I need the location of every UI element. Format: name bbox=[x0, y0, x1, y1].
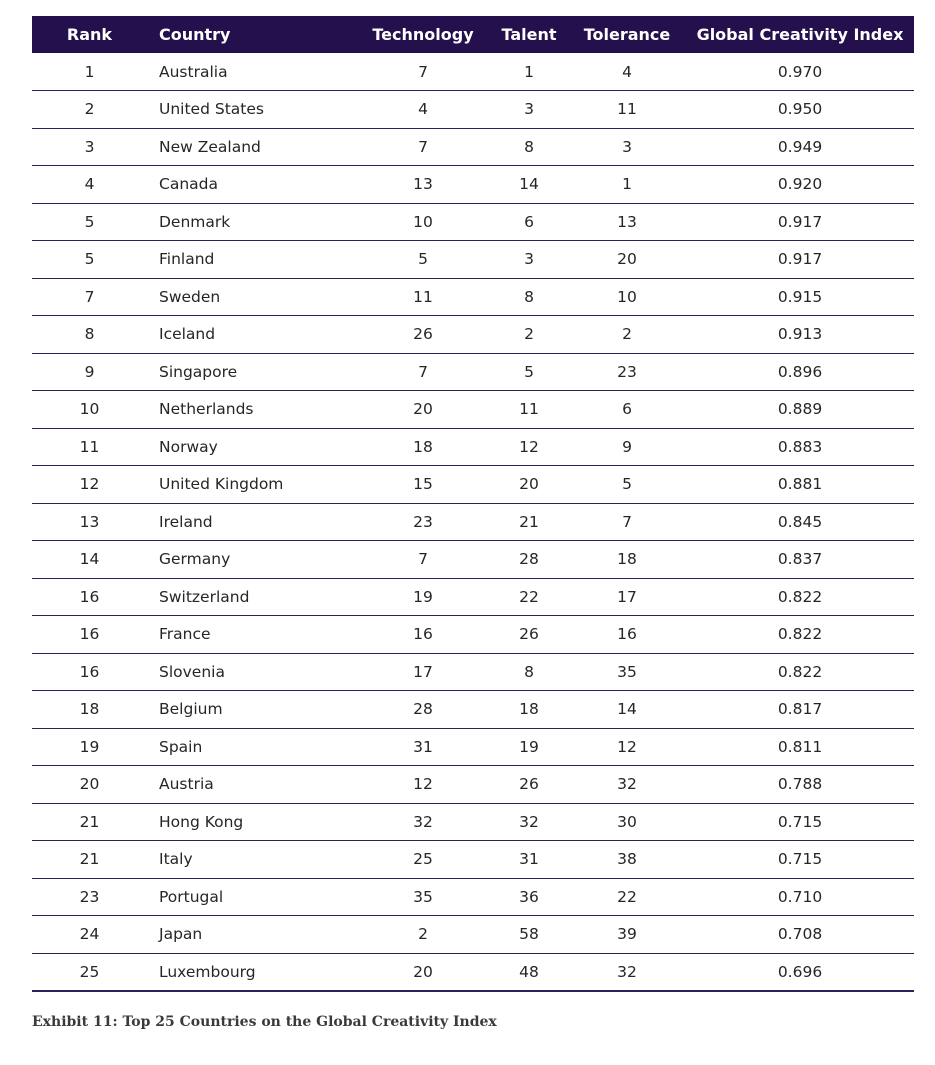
cell-tolerance: 12 bbox=[568, 728, 686, 766]
cell-country: Singapore bbox=[147, 353, 356, 391]
cell-tolerance: 14 bbox=[568, 691, 686, 729]
cell-talent: 26 bbox=[490, 616, 568, 654]
cell-tolerance: 30 bbox=[568, 803, 686, 841]
cell-gci: 0.837 bbox=[686, 541, 914, 579]
cell-gci: 0.917 bbox=[686, 241, 914, 279]
exhibit-caption: Exhibit 11: Top 25 Countries on the Global Creativity Index bbox=[32, 1014, 497, 1030]
cell-talent: 3 bbox=[490, 91, 568, 129]
table-row bbox=[32, 466, 914, 504]
cell-rank: 9 bbox=[32, 353, 147, 391]
cell-gci: 0.708 bbox=[686, 916, 914, 954]
header-technology: Technology bbox=[372, 25, 474, 44]
table-row bbox=[32, 203, 914, 241]
cell-rank: 19 bbox=[32, 728, 147, 766]
cell-gci: 0.788 bbox=[686, 766, 914, 804]
cell-technology: 18 bbox=[356, 428, 490, 466]
cell-tolerance: 39 bbox=[568, 916, 686, 954]
cell-country: New Zealand bbox=[147, 128, 356, 166]
cell-technology: 12 bbox=[356, 766, 490, 804]
cell-rank: 12 bbox=[32, 466, 147, 504]
cell-talent: 6 bbox=[490, 203, 568, 241]
table-row bbox=[32, 128, 914, 166]
cell-talent: 14 bbox=[490, 166, 568, 204]
cell-country: United Kingdom bbox=[147, 466, 356, 504]
cell-country: Netherlands bbox=[147, 391, 356, 429]
cell-tolerance: 20 bbox=[568, 241, 686, 279]
header-row bbox=[32, 16, 914, 53]
cell-country: Norway bbox=[147, 428, 356, 466]
cell-tolerance: 38 bbox=[568, 841, 686, 879]
cell-rank: 23 bbox=[32, 878, 147, 916]
cell-tolerance: 1 bbox=[568, 166, 686, 204]
table-row bbox=[32, 578, 914, 616]
cell-country: Slovenia bbox=[147, 653, 356, 691]
cell-gci: 0.889 bbox=[686, 391, 914, 429]
cell-gci: 0.811 bbox=[686, 728, 914, 766]
cell-tolerance: 17 bbox=[568, 578, 686, 616]
cell-talent: 18 bbox=[490, 691, 568, 729]
cell-tolerance: 3 bbox=[568, 128, 686, 166]
cell-technology: 16 bbox=[356, 616, 490, 654]
cell-talent: 21 bbox=[490, 503, 568, 541]
cell-talent: 19 bbox=[490, 728, 568, 766]
table-row bbox=[32, 916, 914, 954]
table-row bbox=[32, 803, 914, 841]
cell-rank: 5 bbox=[32, 203, 147, 241]
cell-tolerance: 7 bbox=[568, 503, 686, 541]
cell-technology: 4 bbox=[356, 91, 490, 129]
cell-rank: 8 bbox=[32, 316, 147, 354]
cell-talent: 8 bbox=[490, 278, 568, 316]
cell-gci: 0.920 bbox=[686, 166, 914, 204]
cell-gci: 0.822 bbox=[686, 653, 914, 691]
table-row bbox=[32, 691, 914, 729]
cell-tolerance: 6 bbox=[568, 391, 686, 429]
cell-technology: 11 bbox=[356, 278, 490, 316]
cell-tolerance: 10 bbox=[568, 278, 686, 316]
cell-technology: 28 bbox=[356, 691, 490, 729]
table-row bbox=[32, 166, 914, 204]
table-body bbox=[32, 53, 914, 991]
cell-country: Ireland bbox=[147, 503, 356, 541]
table-row bbox=[32, 503, 914, 541]
table-row bbox=[32, 91, 914, 129]
cell-country: Spain bbox=[147, 728, 356, 766]
cell-technology: 2 bbox=[356, 916, 490, 954]
table-row bbox=[32, 953, 914, 991]
cell-rank: 16 bbox=[32, 653, 147, 691]
cell-talent: 31 bbox=[490, 841, 568, 879]
cell-rank: 13 bbox=[32, 503, 147, 541]
cell-talent: 22 bbox=[490, 578, 568, 616]
cell-technology: 32 bbox=[356, 803, 490, 841]
cell-technology: 20 bbox=[356, 391, 490, 429]
cell-gci: 0.817 bbox=[686, 691, 914, 729]
cell-tolerance: 18 bbox=[568, 541, 686, 579]
cell-tolerance: 32 bbox=[568, 766, 686, 804]
cell-tolerance: 2 bbox=[568, 316, 686, 354]
table-row bbox=[32, 653, 914, 691]
table-row bbox=[32, 878, 914, 916]
cell-country: Australia bbox=[147, 53, 356, 91]
header-global-creativity-index: Global Creativity Index bbox=[696, 25, 904, 44]
header-rank: Rank bbox=[66, 25, 113, 44]
cell-technology: 7 bbox=[356, 541, 490, 579]
cell-country: Austria bbox=[147, 766, 356, 804]
cell-gci: 0.715 bbox=[686, 841, 914, 879]
cell-rank: 7 bbox=[32, 278, 147, 316]
cell-technology: 7 bbox=[356, 128, 490, 166]
cell-gci: 0.970 bbox=[686, 53, 914, 91]
cell-gci: 0.949 bbox=[686, 128, 914, 166]
cell-technology: 23 bbox=[356, 503, 490, 541]
cell-technology: 7 bbox=[356, 353, 490, 391]
cell-talent: 58 bbox=[490, 916, 568, 954]
cell-technology: 10 bbox=[356, 203, 490, 241]
cell-country: France bbox=[147, 616, 356, 654]
cell-country: Switzerland bbox=[147, 578, 356, 616]
cell-gci: 0.917 bbox=[686, 203, 914, 241]
cell-technology: 19 bbox=[356, 578, 490, 616]
cell-country: Finland bbox=[147, 241, 356, 279]
cell-country: Luxembourg bbox=[147, 953, 356, 991]
cell-rank: 5 bbox=[32, 241, 147, 279]
cell-country: Germany bbox=[147, 541, 356, 579]
table-row bbox=[32, 541, 914, 579]
cell-rank: 16 bbox=[32, 578, 147, 616]
cell-rank: 21 bbox=[32, 841, 147, 879]
cell-talent: 8 bbox=[490, 653, 568, 691]
cell-tolerance: 9 bbox=[568, 428, 686, 466]
table-row bbox=[32, 616, 914, 654]
table-row bbox=[32, 728, 914, 766]
cell-tolerance: 5 bbox=[568, 466, 686, 504]
cell-technology: 25 bbox=[356, 841, 490, 879]
cell-tolerance: 22 bbox=[568, 878, 686, 916]
cell-technology: 17 bbox=[356, 653, 490, 691]
cell-rank: 10 bbox=[32, 391, 147, 429]
header-tolerance: Tolerance bbox=[583, 25, 671, 44]
cell-gci: 0.822 bbox=[686, 578, 914, 616]
cell-talent: 11 bbox=[490, 391, 568, 429]
cell-tolerance: 32 bbox=[568, 953, 686, 991]
cell-technology: 20 bbox=[356, 953, 490, 991]
table-row bbox=[32, 766, 914, 804]
cell-tolerance: 11 bbox=[568, 91, 686, 129]
cell-country: Canada bbox=[147, 166, 356, 204]
table-header bbox=[32, 16, 914, 53]
cell-gci: 0.896 bbox=[686, 353, 914, 391]
cell-country: Portugal bbox=[147, 878, 356, 916]
cell-country: United States bbox=[147, 91, 356, 129]
cell-gci: 0.913 bbox=[686, 316, 914, 354]
cell-talent: 5 bbox=[490, 353, 568, 391]
cell-technology: 7 bbox=[356, 53, 490, 91]
cell-talent: 26 bbox=[490, 766, 568, 804]
header-talent: Talent bbox=[501, 25, 557, 44]
cell-gci: 0.710 bbox=[686, 878, 914, 916]
table-row bbox=[32, 53, 914, 91]
cell-rank: 25 bbox=[32, 953, 147, 991]
cell-technology: 13 bbox=[356, 166, 490, 204]
cell-talent: 3 bbox=[490, 241, 568, 279]
cell-country: Iceland bbox=[147, 316, 356, 354]
cell-rank: 4 bbox=[32, 166, 147, 204]
cell-technology: 5 bbox=[356, 241, 490, 279]
cell-technology: 31 bbox=[356, 728, 490, 766]
cell-rank: 20 bbox=[32, 766, 147, 804]
cell-tolerance: 35 bbox=[568, 653, 686, 691]
cell-technology: 35 bbox=[356, 878, 490, 916]
creativity-index-table bbox=[32, 16, 914, 992]
cell-gci: 0.950 bbox=[686, 91, 914, 129]
table-row bbox=[32, 428, 914, 466]
cell-talent: 48 bbox=[490, 953, 568, 991]
cell-rank: 16 bbox=[32, 616, 147, 654]
cell-talent: 8 bbox=[490, 128, 568, 166]
cell-gci: 0.696 bbox=[686, 953, 914, 991]
cell-tolerance: 23 bbox=[568, 353, 686, 391]
cell-gci: 0.822 bbox=[686, 616, 914, 654]
cell-country: Japan bbox=[147, 916, 356, 954]
cell-rank: 14 bbox=[32, 541, 147, 579]
cell-rank: 21 bbox=[32, 803, 147, 841]
cell-rank: 3 bbox=[32, 128, 147, 166]
cell-tolerance: 13 bbox=[568, 203, 686, 241]
cell-rank: 24 bbox=[32, 916, 147, 954]
cell-tolerance: 16 bbox=[568, 616, 686, 654]
cell-talent: 36 bbox=[490, 878, 568, 916]
cell-technology: 15 bbox=[356, 466, 490, 504]
creativity-index-table-container bbox=[32, 16, 902, 992]
cell-gci: 0.845 bbox=[686, 503, 914, 541]
cell-talent: 2 bbox=[490, 316, 568, 354]
cell-talent: 12 bbox=[490, 428, 568, 466]
cell-country: Sweden bbox=[147, 278, 356, 316]
cell-gci: 0.715 bbox=[686, 803, 914, 841]
table-row bbox=[32, 391, 914, 429]
table-row bbox=[32, 353, 914, 391]
cell-country: Belgium bbox=[147, 691, 356, 729]
cell-rank: 18 bbox=[32, 691, 147, 729]
header-country: Country bbox=[159, 25, 231, 44]
cell-talent: 32 bbox=[490, 803, 568, 841]
cell-gci: 0.883 bbox=[686, 428, 914, 466]
cell-country: Hong Kong bbox=[147, 803, 356, 841]
cell-country: Denmark bbox=[147, 203, 356, 241]
cell-tolerance: 4 bbox=[568, 53, 686, 91]
table-row bbox=[32, 278, 914, 316]
cell-talent: 20 bbox=[490, 466, 568, 504]
cell-rank: 11 bbox=[32, 428, 147, 466]
cell-talent: 28 bbox=[490, 541, 568, 579]
table-row bbox=[32, 841, 914, 879]
cell-technology: 26 bbox=[356, 316, 490, 354]
cell-rank: 1 bbox=[32, 53, 147, 91]
cell-gci: 0.915 bbox=[686, 278, 914, 316]
cell-rank: 2 bbox=[32, 91, 147, 129]
cell-talent: 1 bbox=[490, 53, 568, 91]
cell-gci: 0.881 bbox=[686, 466, 914, 504]
table-row bbox=[32, 316, 914, 354]
cell-country: Italy bbox=[147, 841, 356, 879]
table-row bbox=[32, 241, 914, 279]
